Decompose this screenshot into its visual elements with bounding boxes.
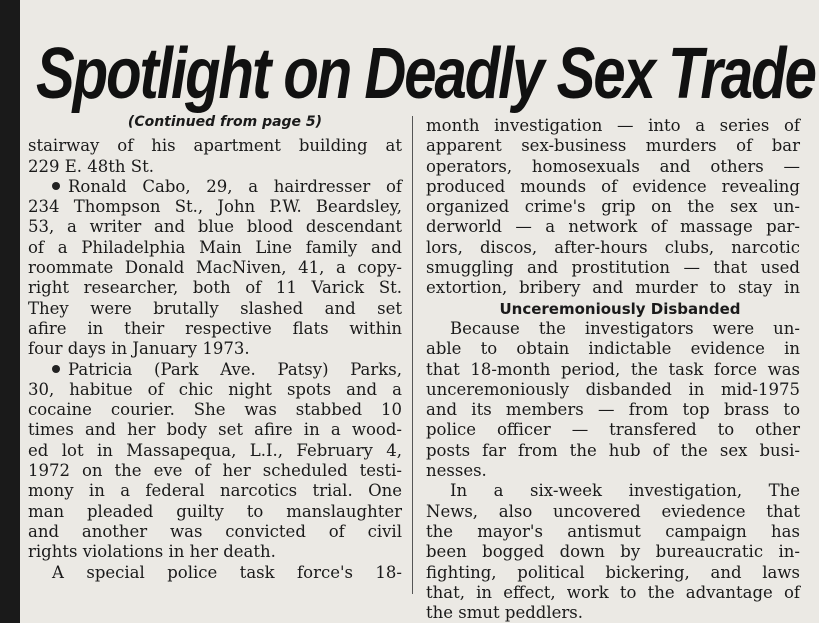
- line-text: 30, habitue of chic night spots and a: [28, 379, 402, 399]
- line-text: right researcher, both of 11 Varick St.: [28, 278, 402, 298]
- line-text: nesses.: [426, 461, 487, 481]
- text-line: [426, 563, 800, 583]
- line-text: 229 E. 48th St.: [28, 156, 154, 176]
- text-line: [28, 360, 402, 380]
- line-text: cocaine courier. She was stabbed 10: [28, 400, 402, 420]
- line-text: operators, homosexuals and others —: [426, 156, 800, 176]
- text-line: [426, 197, 800, 217]
- line-text: the smut peddlers.: [426, 603, 583, 623]
- column-rule: [412, 116, 413, 594]
- text-line: [28, 299, 402, 319]
- text-line: [426, 603, 800, 623]
- text-line: [28, 157, 402, 177]
- text-line: [28, 136, 402, 156]
- line-text: the mayor's antismut campaign has: [426, 521, 800, 541]
- text-line: [28, 217, 402, 237]
- right-column-text-bottom: [426, 319, 800, 623]
- line-text: afire in their respective flats within: [28, 318, 402, 338]
- line-text: stairway of his apartment building at: [28, 136, 402, 156]
- text-line: [426, 461, 800, 481]
- line-text: mony in a federal narcotics trial. One: [28, 481, 402, 501]
- text-line: [28, 481, 402, 501]
- text-line: [28, 522, 402, 542]
- left-column: [28, 112, 402, 583]
- right-column-text-top: [426, 116, 800, 299]
- line-text: that 18-month period, the task force was: [426, 359, 800, 379]
- text-line: [426, 360, 800, 380]
- line-text: roommate Donald MacNiven, 41, a copy-: [28, 258, 402, 278]
- bullet-icon: [52, 182, 60, 190]
- line-text: lors, discos, after-hours clubs, narcotic: [426, 237, 800, 257]
- text-line: [426, 380, 800, 400]
- line-text: ed lot in Massapequa, L.I., February 4,: [28, 440, 402, 460]
- text-line: [426, 481, 800, 501]
- text-line: [28, 258, 402, 278]
- right-column: [426, 116, 800, 623]
- text-line: [426, 502, 800, 522]
- line-text: been bogged down by bureaucratic in-: [426, 542, 800, 562]
- line-text: News, also uncovered eviedence that: [426, 501, 800, 521]
- text-line: [28, 197, 402, 217]
- text-line: [426, 542, 800, 562]
- continued-note: (Continued from page 5): [127, 114, 323, 130]
- line-text: 1972 on the eve of her scheduled testi-: [28, 461, 402, 481]
- line-text: fighting, political bickering, and laws: [426, 562, 800, 582]
- line-text: derworld — a network of massage par-: [426, 217, 800, 237]
- line-text: 234 Thompson St., John P.W. Beardsley,: [28, 197, 402, 217]
- text-line: [28, 461, 402, 481]
- line-text: A special police task force's 18-: [52, 562, 402, 582]
- line-text: times and her body set afire in a wood-: [28, 420, 402, 440]
- line-text: Patricia (Park Ave. Patsy) Parks,: [68, 359, 402, 379]
- line-text: unceremoniously disbanded in mid-1975: [426, 379, 800, 399]
- line-text: rights violations in her death.: [28, 542, 276, 562]
- line-text: apparent sex-business murders of bar: [426, 136, 800, 156]
- line-text: smuggling and prostitution — that used: [426, 258, 800, 278]
- line-text: organized crime's grip on the sex un-: [426, 197, 800, 217]
- text-line: [28, 278, 402, 298]
- line-text: Ronald Cabo, 29, a hairdresser of: [68, 176, 402, 196]
- line-text: that, in effect, work to the advantage of: [426, 582, 800, 602]
- text-line: [426, 258, 800, 278]
- text-line: [28, 420, 402, 440]
- text-line: [28, 238, 402, 258]
- text-line: [426, 177, 800, 197]
- line-text: extortion, bribery and murder to stay in: [426, 278, 800, 298]
- bullet-icon: [52, 365, 60, 373]
- line-text: 53, a writer and blue blood descendant: [28, 217, 402, 237]
- left-column-text: [28, 136, 402, 583]
- text-line: [426, 441, 800, 461]
- line-text: police officer — transfered to other: [426, 420, 800, 440]
- text-line: [426, 420, 800, 440]
- page-edge: [0, 0, 20, 623]
- headline: Spotlight on Deadly Sex Trade: [36, 33, 815, 115]
- text-line: [426, 136, 800, 156]
- text-line: [426, 116, 800, 136]
- text-line: [426, 217, 800, 237]
- line-text: man pleaded guilty to manslaughter: [28, 501, 402, 521]
- line-text: Because the investigators were un-: [450, 318, 800, 338]
- line-text: In a six-week investigation, The: [450, 481, 800, 501]
- text-line: [426, 400, 800, 420]
- text-line: [426, 278, 800, 298]
- text-line: [426, 319, 800, 339]
- text-line: [28, 380, 402, 400]
- line-text: four days in January 1973.: [28, 339, 250, 359]
- text-line: [28, 177, 402, 197]
- line-text: of a Philadelphia Main Line family and: [28, 237, 402, 257]
- text-line: [28, 563, 402, 583]
- text-line: [28, 502, 402, 522]
- subhead: Unceremoniously Disbanded: [499, 299, 741, 318]
- text-line: [426, 339, 800, 359]
- text-line: [426, 238, 800, 258]
- text-line: [426, 157, 800, 177]
- line-text: and another was convicted of civil: [28, 521, 402, 541]
- text-line: [28, 339, 402, 359]
- line-text: produced mounds of evidence revealing: [426, 176, 800, 196]
- line-text: and its members — from top brass to: [426, 400, 800, 420]
- text-line: [28, 319, 402, 339]
- text-line: [28, 441, 402, 461]
- line-text: posts far from the hub of the sex busi-: [426, 440, 800, 460]
- text-line: [426, 583, 800, 603]
- line-text: able to obtain indictable evidence in: [426, 339, 800, 359]
- text-line: [426, 522, 800, 542]
- line-text: month investigation — into a series of: [426, 116, 800, 135]
- text-line: [28, 400, 402, 420]
- text-line: [28, 542, 402, 562]
- line-text: They were brutally slashed and set: [28, 298, 402, 318]
